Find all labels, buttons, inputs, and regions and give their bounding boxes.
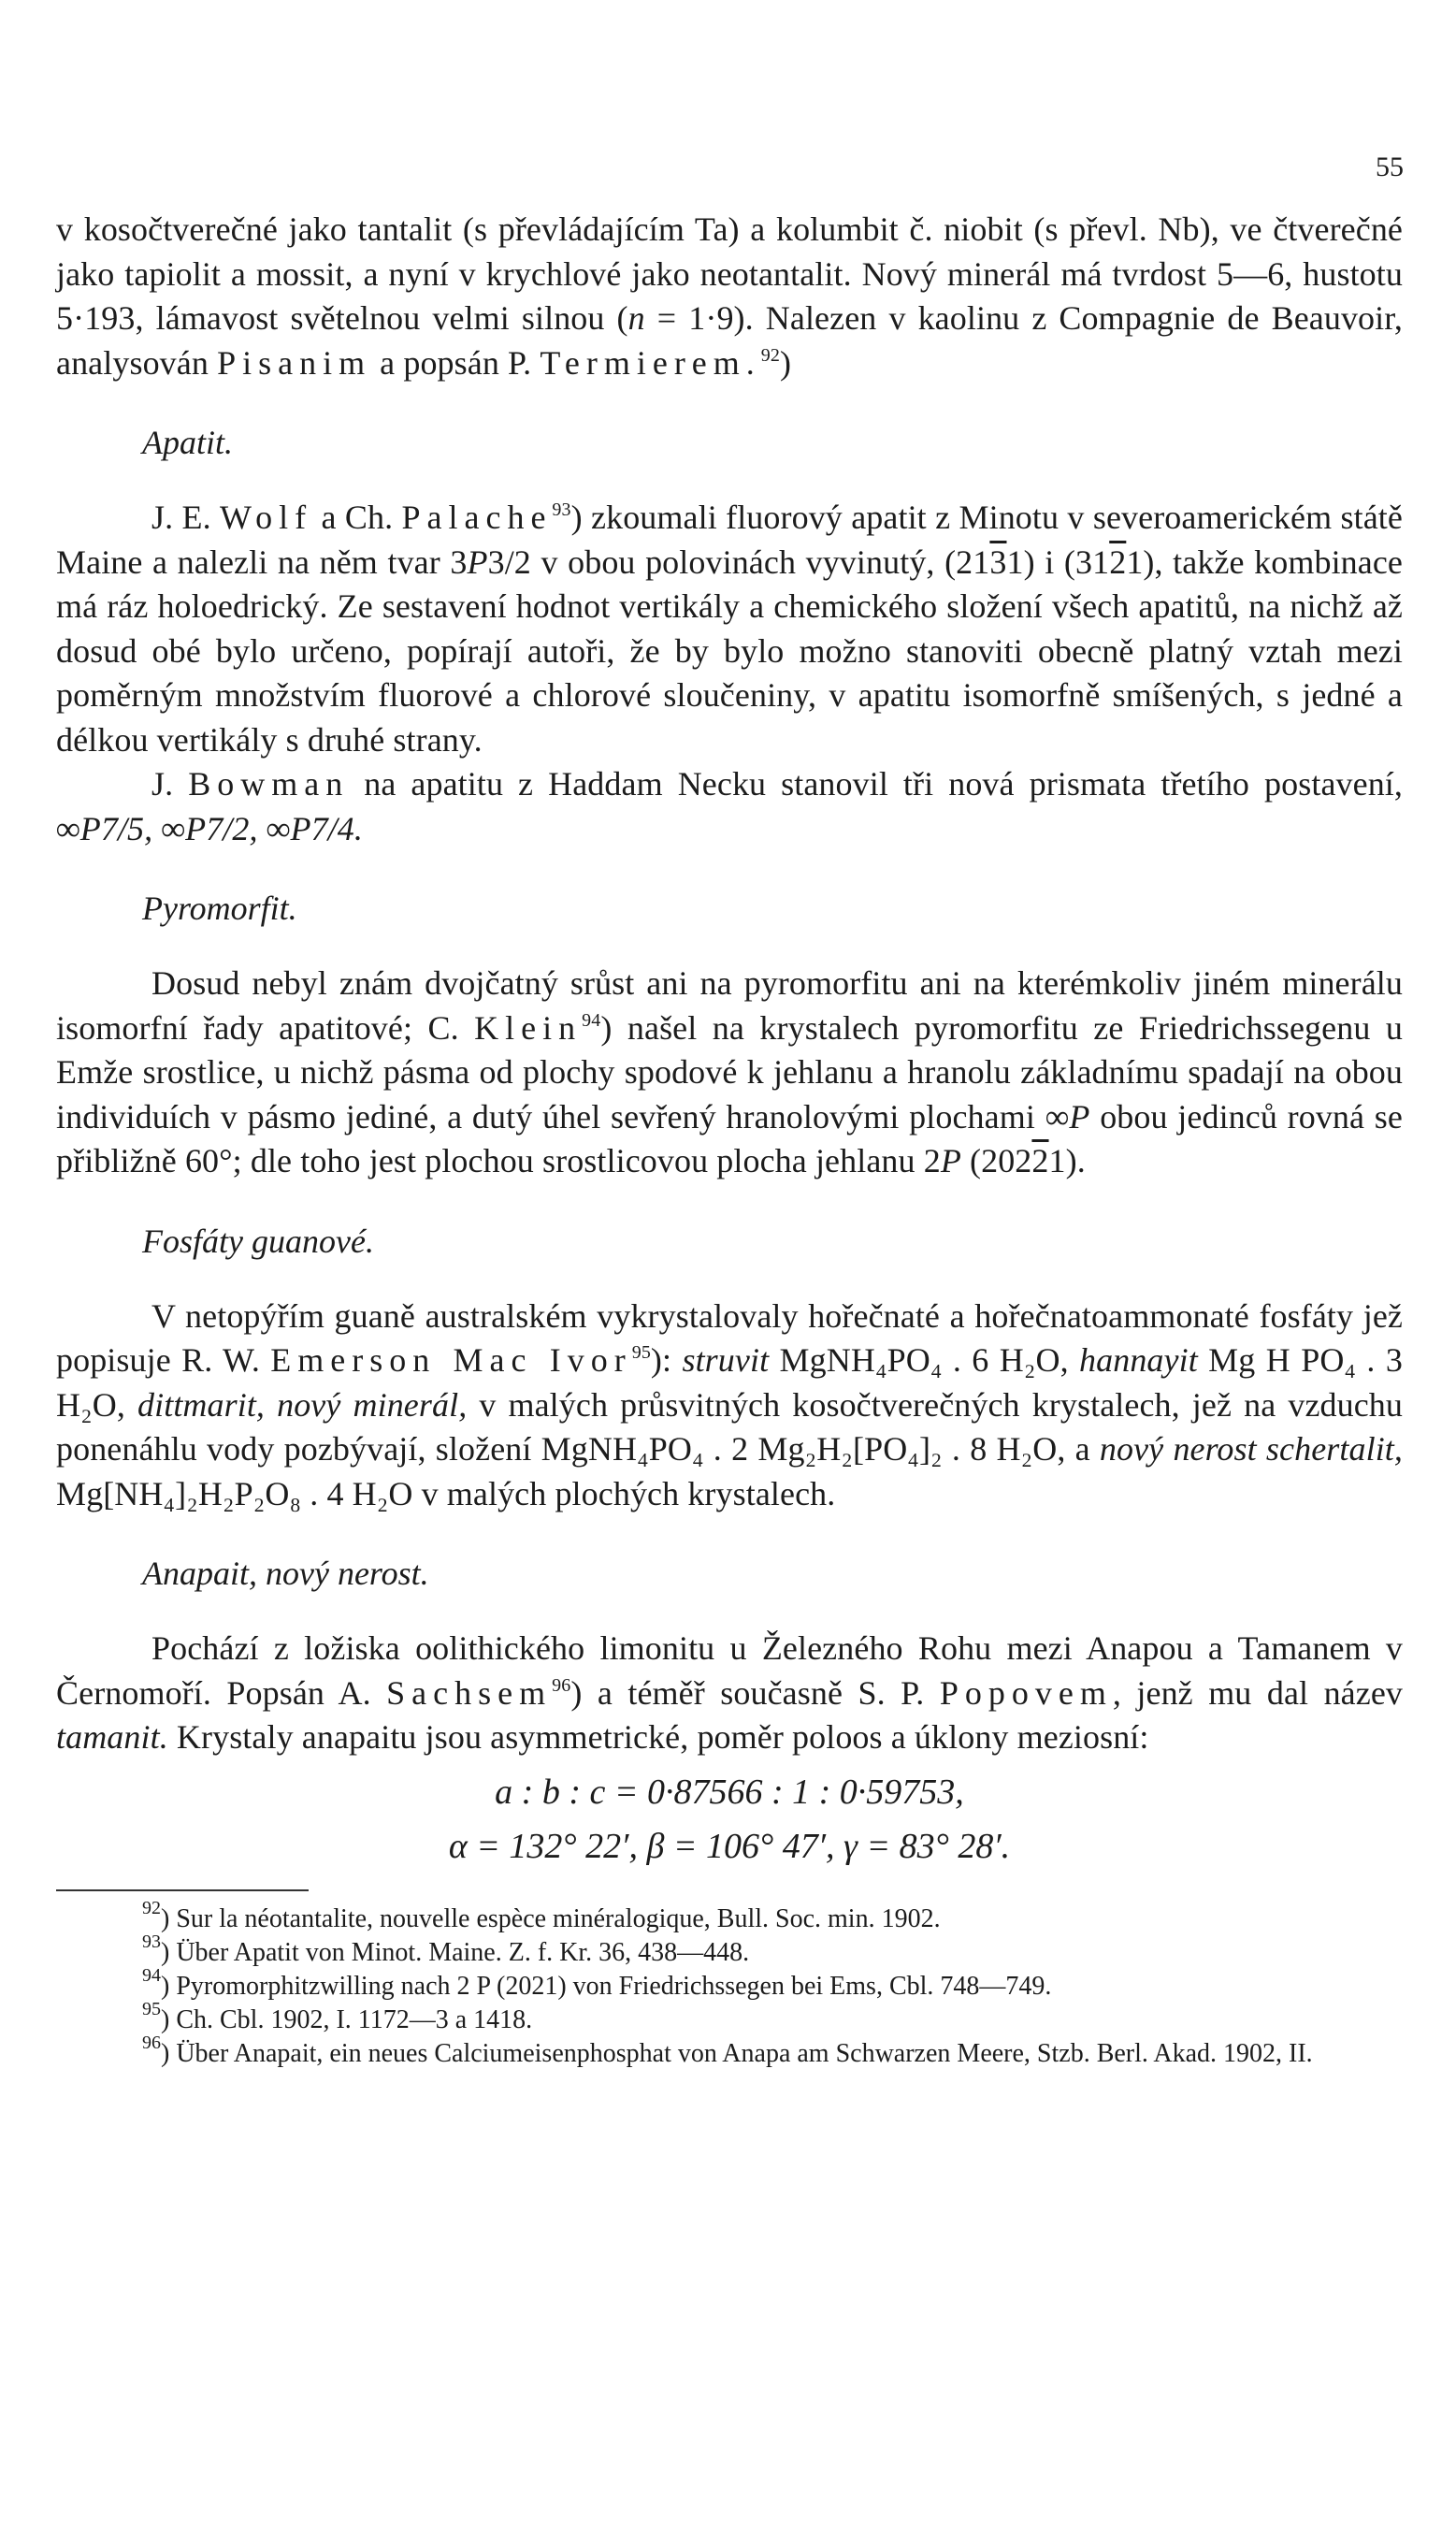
- mineral-name: struvit: [682, 1341, 770, 1379]
- mineral-name: tamanit.: [56, 1718, 168, 1756]
- footnote-ref: 94: [582, 1009, 601, 1031]
- author-name: Klein: [474, 1008, 583, 1047]
- author-name: Palache: [401, 499, 553, 536]
- footnote-ref: 95: [631, 1342, 651, 1363]
- author-name: Sachsem: [386, 1673, 553, 1712]
- paragraph-bowman: J. Bowman na apatitu z Haddam Necku stanovil tři nová prismata třetího postavení, ∞P7/5, ∞P7/2, ∞P7/4.: [56, 765, 1404, 847]
- author-name: Emerson Mac Ivor: [270, 1341, 632, 1379]
- author-name: Pisanim: [217, 343, 372, 382]
- footnote-ref: 96: [552, 1674, 571, 1696]
- footnote: $^{94}$) Pyromorphitzwilling nach 2 P (2021) von Friedrichssegen bei Ems, Cbl. 748—749.: [142, 1964, 1052, 2001]
- footnote: $^{93}$) Über Apatit von Minot. Maine. Z. f. Kr. 36, 438—448.: [142, 1931, 750, 1967]
- footnote-divider: [56, 1889, 309, 1891]
- section-heading-apatit: Apatit.: [142, 424, 233, 461]
- paragraph-pyromorfit: Dosud nebyl znám dvojčatný srůst ani na pyromorfitu ani na kterémkoliv jiném minerálu isomorfní řady apatitové; C. Klein$^{94}$) našel na krystalech pyromorfitu ze Friedrichssegenu u Emže srostlice, u nichž pásma od plochy spodové k jehlanu a hranolu základnímu spadají na obou individuích v pásmo jediné, a dutý úhel sevřený hranolovými plochami ∞P obou jedinců rovná se přibližně 60°; dle toho jest plochou srostlicovou plocha jehlanu 2P (20221).: [56, 964, 1403, 1179]
- mineral-name: nový nerost schertalit,: [1099, 1430, 1404, 1468]
- section-heading-pyromorfit: Pyromorfit.: [142, 890, 297, 927]
- paragraph-neotantalit: v kosočtverečné jako tantalit (s převládajícím Ta) a kolumbit č. niobit (s převl. Nb), ve čtverečné jako tapiolit a mossit, a nyní v krychlové jako neotantalit. Nový minerál má tvrdost 5—6, hustotu 5·193, lámavost světelnou velmi silnou (n = 1·9). Nalezen v kaolinu z Compagnie de Beauvoir, analysován Pisanim a popsán P. Termierem.$^{92}$): [56, 210, 1403, 382]
- footnotes: [56, 1897, 1403, 2071]
- footnote: $^{96}$) Über Anapait, ein neues Calciumeisenphosphat von Anapa am Schwarzen Meere, Stzb. Berl. Akad. 1902, II.: [142, 2032, 1313, 2068]
- section-heading-anapait: Anapait, nový nerost.: [142, 1555, 429, 1592]
- footnote: $^{92}$) Sur la néotantalite, nouvelle espèce minéralogique, Bull. Soc. min. 1902.: [142, 1897, 941, 1933]
- mineral-name: hannayit: [1079, 1341, 1198, 1379]
- author-name: Wolf: [220, 499, 313, 536]
- paragraph-fosfaty: V netopýřím guaně australském vykrystalovaly hořečnaté a hořečnatoammonaté fosfáty jež popisuje R. W. Emerson Mac Ivor$^{95}$): struvit MgNH₄PO₄ . 6 H₂O, hannayit Mg H PO₄ . 3 H₂O, dittmarit, nový minerál, v malých průsvitných kosočtverečných krystalech, jež na vzduchu ponenáhlu vody pozbývají, složení MgNH₄PO₄ . 2 Mg₂H₂[PO₄]₂ . 8 H₂O, a nový nerost schertalit, Mg[NH₄]₂H₂P₂O₈ . 4 H₂O v malých plochých krystalech.: [56, 1296, 1404, 1512]
- paragraph-apatit: J. E. Wolf a Ch. Palache$^{93}$) zkoumali fluorový apatit z Minotu v severoamerickém státě Maine a nalezli na něm tvar 3P3/2 v obou polovinách vyvinutý, (2131) i (3121), takže kombinace má ráz holoedrický. Ze sestavení hodnot vertikály a chemického složení všech apatitů, na nichž až dosud obé bylo určeno, popírají autoři, že by bylo možno stanoviti obecně platný vztah mezi poměrným množstvím fluorové a chlorové sloučeniny, v apatitu isomorfně smíšených, s jedné a délkou vertikály s druhé strany.: [56, 499, 1404, 759]
- page-body: [56, 208, 1403, 2071]
- mineral-name: dittmarit, nový minerál,: [137, 1385, 468, 1424]
- author-name: Popovem: [939, 1673, 1113, 1712]
- axial-ratio-formula: a : b : c = 0·87566 : 1 : 0·59753,: [495, 1772, 964, 1812]
- footnote-ref: 92: [760, 344, 780, 366]
- footnote: $^{95}$) Ch. Cbl. 1902, I. 1172—3 a 1418.: [142, 1998, 533, 2034]
- footnote-ref: 93: [552, 499, 571, 520]
- author-name: Bowman: [188, 765, 350, 803]
- paragraph-anapait: Pochází z ložiska oolithického limonitu u Železného Rohu mezi Anapou a Tamanem v Černomoří. Popsán A. Sachsem$^{96}$) a téměř současně S. P. Popovem, jenž mu dal název tamanit. Krystaly anapaitu jsou asymmetrické, poměr poloos a úklony meziosní:: [56, 1629, 1404, 1756]
- author-name: Termierem.: [540, 343, 761, 382]
- page-number: 55: [1376, 152, 1404, 182]
- angles-formula: α = 132° 22′, β = 106° 47′, γ = 83° 28′.: [448, 1826, 1011, 1866]
- section-heading-fosfaty: Fosfáty guanové.: [142, 1222, 374, 1260]
